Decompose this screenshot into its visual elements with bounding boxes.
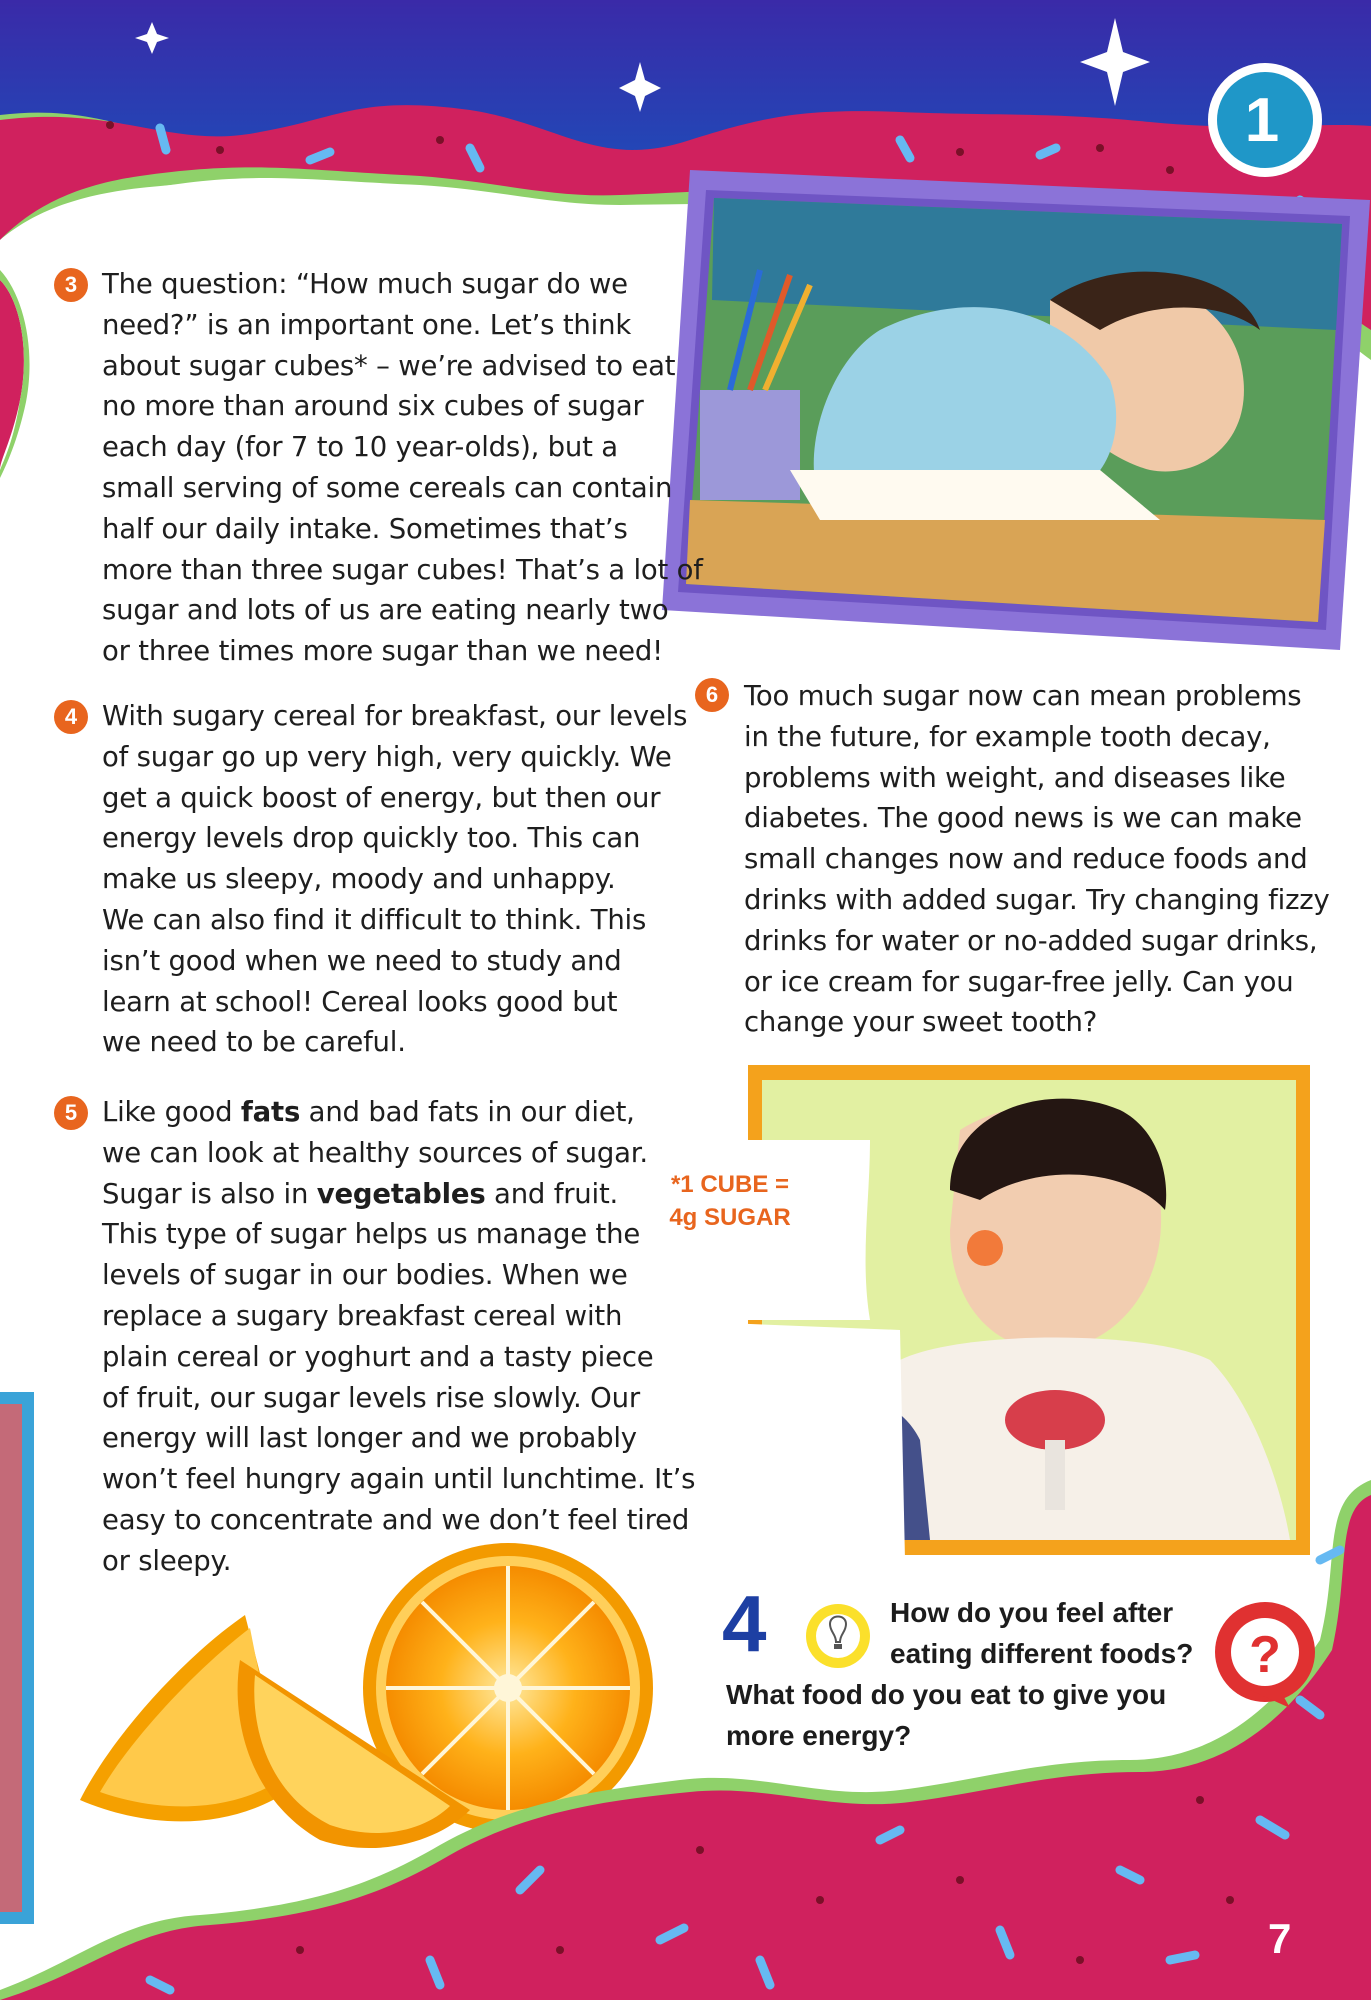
think-box-question-line-3: What food do you eat to give you [726,1679,1167,1710]
paragraph-4: With sugary cereal for breakfast, our levels of sugar go up very high, very quickly. We get a quick boost of energy, but then our energy levels drop quickly too. This can make us sleepy, moody and unhappy. We can also find it difficult to think. This isn’t good when we need to study and learn at school! Cereal looks good but we need to be careful. [102,700,688,1059]
paragraph-6: Too much sugar now can mean problems in the future, for example tooth decay, problems with weight, and diseases like diabetes. The good news is we can make small changes now and reduce foods and drinks with added sugar. Try changing fizzy drinks for water or no-added sugar drinks, or ice cream for sugar-free jelly. Can you change your sweet tooth? [744,680,1330,1039]
paragraph-number-6: 6 [695,678,729,712]
unit-number-badge: 1 [1244,86,1280,155]
keyword-fats: fats [240,1096,301,1128]
think-box-question-line-4: more energy? [726,1720,912,1751]
think-box-question-line-1: How do you feel after [890,1597,1174,1628]
paragraph-number-4: 4 [54,700,88,734]
sleeping-boy-photo [662,170,1370,650]
sugar-cube-footnote: *1 CUBE = 4g SUGAR [669,1171,791,1231]
paragraph-number-5: 5 [54,1096,88,1130]
svg-text:?: ? [1249,1626,1281,1684]
keyword-vegetables: vegetables [316,1177,486,1210]
paragraph-3: The question: “How much sugar do we need?” is an important one. Let’s think about sugar cubes* – we’re advised to eat no more than around six cubes of sugar each day (for 7 to 10 year-olds), but a small serving of some cereals can contain half our daily intake. Sometimes that’s more than three sugar cubes! That’s a lot of sugar and lots of us are eating nearly two or three times more sugar than we need! [102,268,703,668]
think-box-number: 4 [722,1579,767,1668]
page-number: 7 [1268,1915,1292,1962]
think-box-question-line-2: eating different foods? [890,1638,1194,1669]
paragraph-5: Like good fats and bad fats in our diet, we can look at healthy sources of sugar. Sugar is also in vegetables and fruit. This type of sugar helps us manage the levels of sugar in our bodies. When we replace a sugary breakfast cereal with plain cereal or yoghurt and a tasty piece of fruit, our sugar levels rise slowly. Our energy will last longer and we probably won’t feel hungry again until lunchtime. It’s easy to concentrate and we don’t feel tired or sleepy. [102,1096,696,1577]
paragraph-number-3: 3 [54,268,88,302]
